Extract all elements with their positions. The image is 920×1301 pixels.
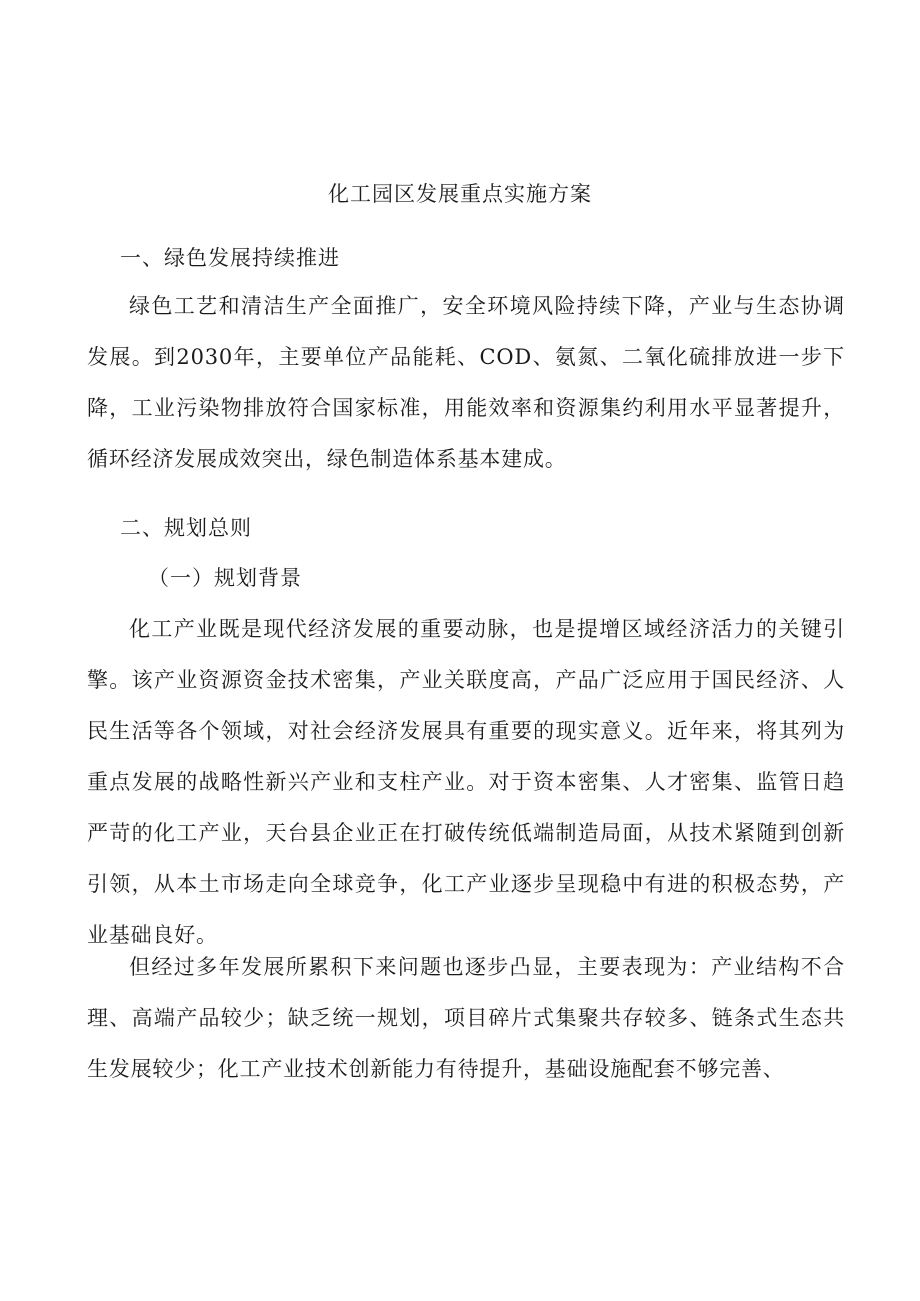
section-heading-planning-principles: 二、规划总则	[120, 516, 252, 540]
document-title: 化工园区发展重点实施方案	[328, 182, 592, 206]
paragraph-planning-background: 化工产业既是现代经济发展的重要动脉，也是提增区域经济活力的关键引擎。该产业资源资金技术密集，产业关联度高，产品广泛应用于国民经济、人民生活等各个领域，对社会经济发展具有重要的现实意义。近年来，将其列为重点发展的战略性新兴产业和支柱产业。对于资本密集、人才密集、监管日趋严苛的化工产业，天台县企业正在打破传统低端制造局面，从技术紧随到创新引领，从本土市场走向全球竞争，化工产业逐步呈现稳中有进的积极态势，产业基础良好。	[87, 617, 845, 947]
paragraph-existing-problems: 但经过多年发展所累积下来问题也逐步凸显，主要表现为：产业结构不合理、高端产品较少；缺乏统一规划，项目碎片式集聚共存较多、链条式生态共生发展较少；化工产业技术创新能力有待提升，基础设施配套不够完善、	[87, 955, 845, 1081]
section-heading-green-development: 一、绿色发展持续推进	[120, 246, 340, 270]
paragraph-green-development: 绿色工艺和清洁生产全面推广，安全环境风险持续下降，产业与生态协调发展。到2030年，主要单位产品能耗、COD、氨氮、二氧化硫排放进一步下降，工业污染物排放符合国家标准，用能效率和资源集约利用水平显著提升，循环经济发展成效突出，绿色制造体系基本建成。	[87, 294, 845, 471]
subheading-planning-background: （一）规划背景	[148, 566, 302, 590]
